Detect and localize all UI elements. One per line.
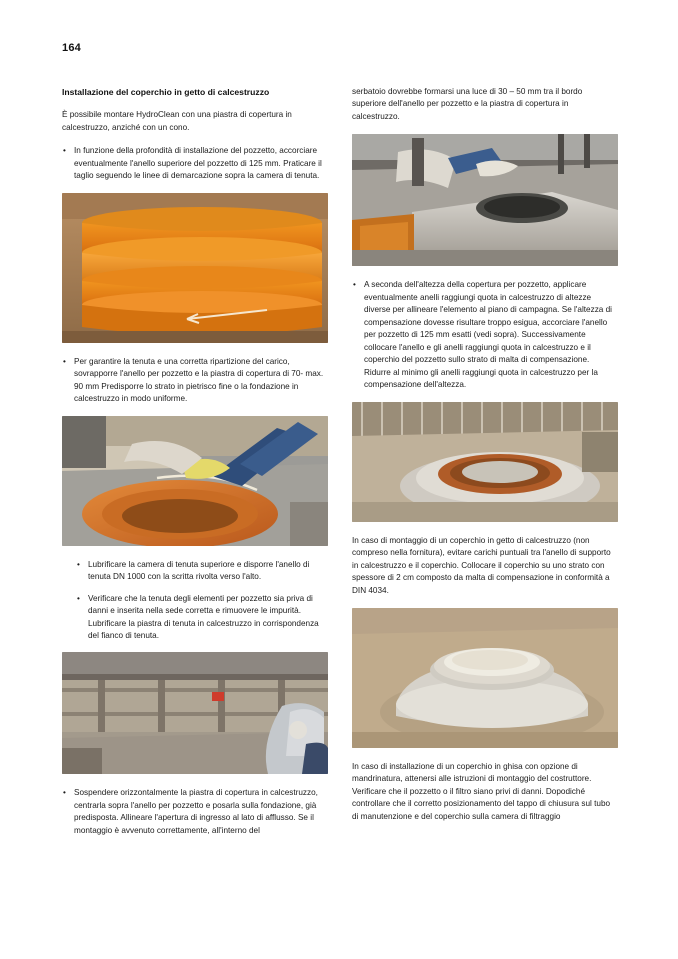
excavation-photo-icon [62,652,328,774]
orange-pozzetto-photo-icon [62,193,328,343]
list-item: • Sospendere orizzontalmente la piastra di copertura in calcestruzzo, centrarla sopra l'anello per pozzetto e posarla sulla fondazione, già predisposta. Allineare l'apertura di ingresso al lato di afflusso. Se il montaggio è avvenuto correttamente, all'interno del [62,787,328,837]
section-title: Installazione del coperchio in getto di calcestruzzo [62,87,270,97]
bullet-list-4 [62,787,328,837]
figure-orange-pozzetto-ring [62,193,328,343]
figure-excavation-shoring [62,652,328,774]
bullet-list-5 [352,279,618,391]
bullet-list-2 [62,356,328,406]
left-column [62,86,328,847]
manhole-ring-photo-icon [352,402,618,522]
bullet-list-3 [62,559,328,643]
figure-concrete-cover-on-sand [352,608,618,748]
figure-crane-placing-cover-slab [352,134,618,266]
page-number: 164 [62,42,81,54]
list-item: • Verificare che la tenuta degli elementi per pozzetto sia priva di danni e inserita nella sede corretta e rimuovere le impurità. Lubrificare la piastra di tenuta in calcestruzzo in corrispondenza del fianco di tenuta. [76,593,328,643]
figure-installed-manhole-cover-ring [352,402,618,522]
right-column [352,86,618,847]
intro-paragraph: È possibile montare HydroClean con una piastra di copertura in calcestruzzo, anziché con un cono. [62,110,292,132]
paragraph-cast-iron-cover: In caso di installazione di un coperchio in ghisa con opzione di mandrinatura, attenersi alle istruzioni di montaggio del costruttore. Verificare che il pozzetto o il filtro siano privi di danni. Dopodiché controllare che il corretto posizionamento del tappo di chiusura sul tubo di manutenzione e del coperchio sulla camera di filtraggio [352,761,611,821]
list-item: • Lubrificare la camera di tenuta superiore e disporre l'anello di tenuta DN 1000 con la scritta rivolta verso l'alto. [76,559,328,584]
list-item: • In funzione della profondità di installazione del pozzetto, accorciare eventualmente l'anello superiore del pozzetto di 125 mm. Praticare il taglio seguendo le linee di demarcazione sopra la camera di tenuta. [62,145,328,182]
two-column-layout [62,86,618,847]
concrete-cover-photo-icon [352,608,618,748]
paragraph-mortar-layer: In caso di montaggio di un coperchio in getto di calcestruzzo (non compreso nella fornitura), evitare carichi puntuali tra l'anello di supporto in calcestruzzo e il coperchio. Collocare il coperchio su uno strato con spessore di 2 cm composto da malta di compensazione in conformità a DIN 4034. [352,535,611,595]
crane-cover-photo-icon [352,134,618,266]
list-item: • Per garantire la tenuta e una corretta ripartizione del carico, sovrapporre l'anello per pozzetto e la piastra di copertura di 70- max. 90 mm Predisporre lo strato in pietrisco fine o la fondazione in calcestruzzo in modo uniforme. [62,356,328,406]
continuation-paragraph: serbatoio dovrebbe formarsi una luce di 30 – 50 mm tra il bordo superiore dell'anello per pozzetto e la piastra di copertura in calcestruzzo. [352,87,583,121]
bullet-list-1 [62,145,328,182]
list-item: • A seconda dell'altezza della copertura per pozzetto, applicare eventualmente anelli raggiungi quota in calcestruzzo di altezze diverse per allineare l'elemento al piano di campagna. Se l'altezza di compensazione dovesse risultare troppo esigua, accorciare l'anello per pozzetto di 125 mm esatti (vedi sopra). Successivamente collocare l'anello e gli anelli raggiungi quota in calcestruzzo e il coperchio del pozzetto sullo strato di malta di compensazione. Ridurre al minimo gli anelli raggiungi quota in calcestruzzo per la compensazione dell'altezza. [352,279,618,391]
figure-worker-lubricating-seal [62,416,328,546]
worker-seal-photo-icon [62,416,328,546]
